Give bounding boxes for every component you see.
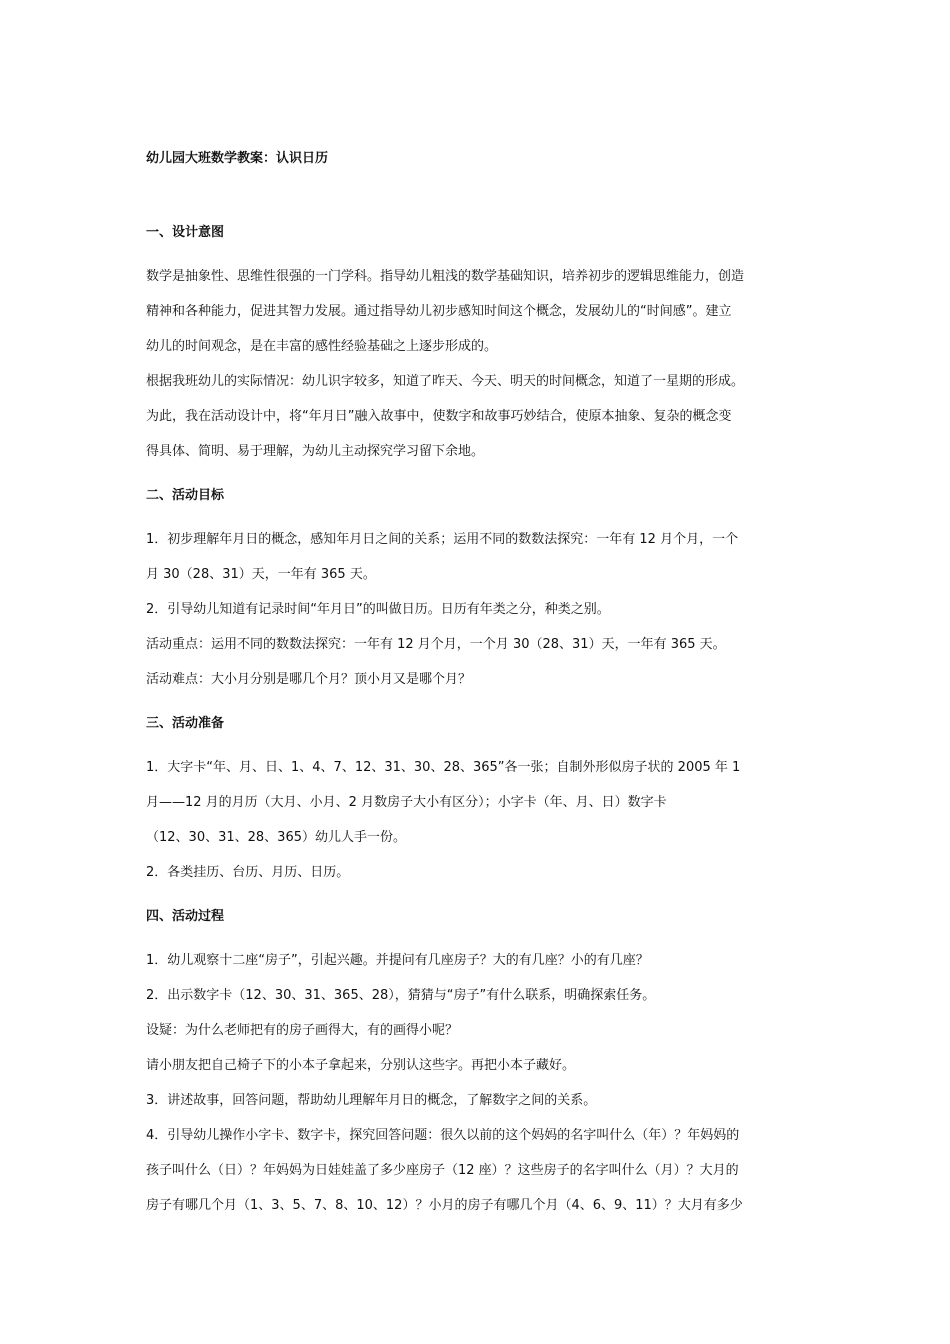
document-page: [146, 150, 810, 1241]
paragraph-line: 得具体、简明、易于理解，为幼儿主动探究学习留下余地。: [146, 444, 485, 459]
section-3: [146, 715, 810, 890]
section-heading: 三、活动准备: [146, 716, 225, 731]
paragraph-line: （12、30、31、28、365）幼儿人手一份。: [146, 830, 406, 845]
paragraph-line: 1．幼儿观察十二座“房子”，引起兴趣。并提问有几座房子？大的有几座？小的有几座？: [146, 953, 649, 968]
section-2: [146, 487, 810, 697]
paragraph-line: 活动重点：运用不同的数数法探究：一年有 12 月个月，一个月 30（28、31）天，一年有 365 天。: [146, 637, 726, 652]
paragraph-line: 2．引导幼儿知道有记录时间“年月日”的叫做日历。日历有年类之分，种类之别。: [146, 602, 610, 617]
paragraph: [146, 259, 810, 364]
document-title: 幼儿园大班数学教案：认识日历: [146, 151, 329, 166]
paragraph-line: 1．大字卡“年、月、日、1、4、7、12、31、30、28、365”各一张；自制外形似房子状的 2005 年 1: [146, 760, 741, 775]
paragraph: [146, 943, 810, 978]
paragraph: [146, 592, 810, 627]
paragraph: [146, 855, 810, 890]
paragraph-line: 月 30（28、31）天，一年有 365 天。: [146, 567, 376, 582]
section-1: [146, 224, 810, 469]
paragraph: [146, 1118, 810, 1223]
paragraph: [146, 1048, 810, 1083]
paragraph: [146, 627, 810, 662]
paragraph: [146, 978, 810, 1013]
paragraph: [146, 522, 810, 592]
paragraph: [146, 1083, 810, 1118]
paragraph: [146, 1013, 810, 1048]
paragraph-line: 房子有哪几个月（1、3、5、7、8、10、12）？小月的房子有哪几个月（4、6、9、11）？大月有多少: [146, 1198, 743, 1213]
section-heading: 一、设计意图: [146, 225, 225, 240]
section-4: [146, 908, 810, 1223]
paragraph-line: 活动难点：大小月分别是哪几个月？顶小月又是哪个月？: [146, 672, 472, 687]
paragraph-line: 设疑：为什么老师把有的房子画得大，有的画得小呢？: [146, 1023, 459, 1038]
paragraph-line: 精神和各种能力，促进其智力发展。通过指导幼儿初步感知时间这个概念，发展幼儿的“时间感”。建立: [146, 304, 732, 319]
paragraph: [146, 662, 810, 697]
paragraph-line: 幼儿的时间观念，是在丰富的感性经验基础之上逐步形成的。: [146, 339, 498, 354]
document-body: [146, 224, 810, 1223]
section-heading: 四、活动过程: [146, 909, 225, 924]
paragraph-line: 2．各类挂历、台历、月历、日历。: [146, 865, 350, 880]
paragraph-line: 月——12 月的月历（大月、小月、2 月数房子大小有区分）；小字卡（年、月、日）数字卡: [146, 795, 667, 810]
section-heading: 二、活动目标: [146, 488, 225, 503]
paragraph-line: 为此，我在活动设计中，将“年月日”融入故事中，使数字和故事巧妙结合，使原本抽象、复杂的概念变: [146, 409, 732, 424]
paragraph-line: 请小朋友把自己椅子下的小本子拿起来，分别认这些字。再把小本子藏好。: [146, 1058, 576, 1073]
paragraph-line: 3．讲述故事，回答问题，帮助幼儿理解年月日的概念，了解数字之间的关系。: [146, 1093, 597, 1108]
paragraph-line: 2．出示数字卡（12、30、31、365、28），猜猜与“房子”有什么联系，明确探索任务。: [146, 988, 656, 1003]
paragraph-line: 数学是抽象性、思维性很强的一门学科。指导幼儿粗浅的数学基础知识，培养初步的逻辑思维能力，创造: [146, 269, 745, 284]
paragraph-line: 1．初步理解年月日的概念，感知年月日之间的关系；运用不同的数数法探究：一年有 12 月个月，一个: [146, 532, 739, 547]
paragraph: [146, 364, 810, 469]
paragraph-line: 4．引导幼儿操作小字卡、数字卡，探究回答问题：很久以前的这个妈妈的名字叫什么（年）？年妈妈的: [146, 1128, 740, 1143]
paragraph-line: 孩子叫什么（日）？年妈妈为日娃娃盖了多少座房子（12 座）？这些房子的名字叫什么（月）？大月的: [146, 1163, 739, 1178]
paragraph: [146, 750, 810, 855]
paragraph-line: 根据我班幼儿的实际情况：幼儿识字较多，知道了昨天、今天、明天的时间概念，知道了一星期的形成。: [146, 374, 745, 389]
